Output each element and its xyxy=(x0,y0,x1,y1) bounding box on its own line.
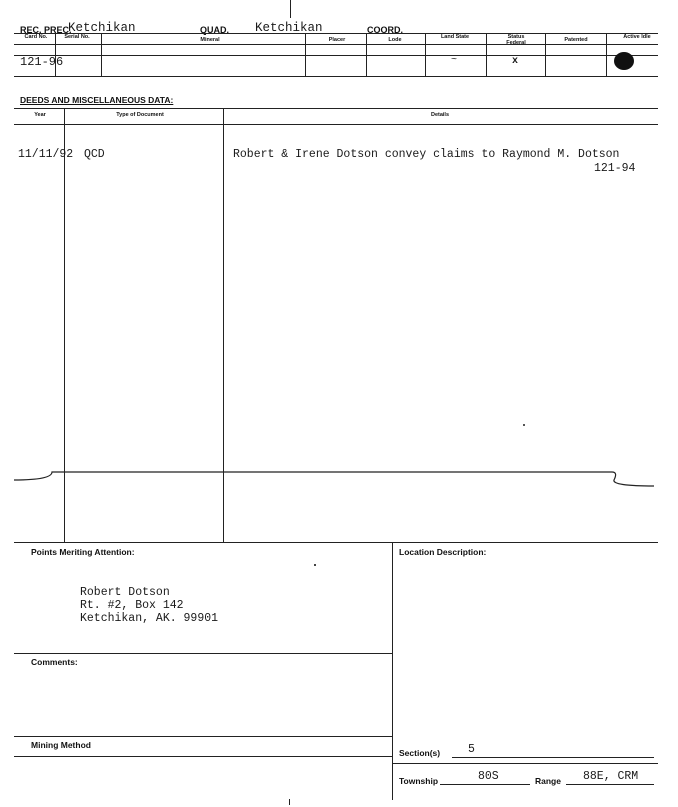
bottom-tick-mark xyxy=(289,799,290,805)
lower-center-divider xyxy=(392,542,393,800)
quad-value: Ketchikan xyxy=(255,21,323,35)
card-no-value: 121-96 xyxy=(20,55,64,69)
col-lode: Lode xyxy=(388,37,402,43)
continuation-line xyxy=(0,464,678,494)
hdr-div-2 xyxy=(101,33,102,76)
col-patented: Patented xyxy=(564,37,588,43)
mining-method-label: Mining Method xyxy=(31,740,91,750)
points-line-2: Rt. #2, Box 142 xyxy=(80,599,184,612)
header-top-line xyxy=(14,33,658,34)
township-label: Township xyxy=(399,776,439,786)
status-federal-value: x xyxy=(512,56,519,67)
col-status-federal: Status Federal xyxy=(506,34,526,46)
deeds-col-year: Year xyxy=(34,112,46,118)
hdr-div-5 xyxy=(425,33,426,76)
hdr-div-6 xyxy=(486,33,487,76)
points-line-3: Ketchikan, AK. 99901 xyxy=(80,612,219,625)
comments-top-line xyxy=(14,653,392,654)
deeds-header-line xyxy=(14,124,658,125)
header-col-line xyxy=(14,44,658,45)
section-label: Section(s) xyxy=(399,748,441,758)
mining-value-line xyxy=(14,756,392,757)
land-state-value: ~ xyxy=(451,55,458,66)
deeds-section-title: DEEDS AND MISCELLANEOUS DATA: xyxy=(20,95,174,105)
col-serial-no: Serial No. xyxy=(64,34,90,40)
rec-prec-label: REC. PREC. xyxy=(20,25,72,35)
comments-label: Comments: xyxy=(31,657,78,667)
points-label: Points Meriting Attention: xyxy=(31,547,135,557)
hdr-div-3 xyxy=(305,33,306,76)
survey-divider-line xyxy=(392,763,658,764)
township-value: 80S xyxy=(478,770,499,783)
active-idle-filled-dot xyxy=(614,52,634,70)
hdr-div-8 xyxy=(606,33,607,76)
range-underline xyxy=(566,784,654,785)
township-underline xyxy=(440,784,530,785)
points-line-1: Robert Dotson xyxy=(80,586,170,599)
deeds-col-details: Details xyxy=(430,112,450,118)
hdr-div-4 xyxy=(366,33,367,76)
coord-label: COORD. xyxy=(367,25,403,35)
quad-label: QUAD. xyxy=(200,25,229,35)
range-value: 88E, CRM xyxy=(583,770,639,783)
header-bottom-line xyxy=(14,76,658,77)
deeds-col-type: Type of Document xyxy=(116,112,164,118)
range-label: Range xyxy=(535,776,561,786)
mining-top-line xyxy=(14,736,392,737)
col-land-state: Land State xyxy=(440,34,470,40)
section-underline xyxy=(452,757,654,758)
rec-prec-value: Ketchikan xyxy=(68,21,136,35)
scan-speck xyxy=(523,424,525,426)
deeds-bottom-line xyxy=(14,542,658,543)
dot-mark xyxy=(314,564,316,566)
deeds-top-line xyxy=(14,108,658,109)
deed-year: 11/11/92 xyxy=(18,148,74,161)
col-mineral: Mineral xyxy=(200,37,220,43)
col-placer: Placer xyxy=(328,37,346,43)
deed-ref: 121-94 xyxy=(594,162,636,175)
col-active-idle: Active Idle xyxy=(623,34,651,40)
deed-details: Robert & Irene Dotson convey claims to Raymond M. Dotson xyxy=(233,148,620,161)
col-card-no: Card No. xyxy=(24,34,48,40)
header-row-line xyxy=(14,55,658,56)
deed-type: QCD xyxy=(84,148,105,161)
location-label: Location Description: xyxy=(399,547,487,557)
section-value: 5 xyxy=(468,743,475,756)
top-tick-mark xyxy=(290,0,291,18)
hdr-div-7 xyxy=(545,33,546,76)
